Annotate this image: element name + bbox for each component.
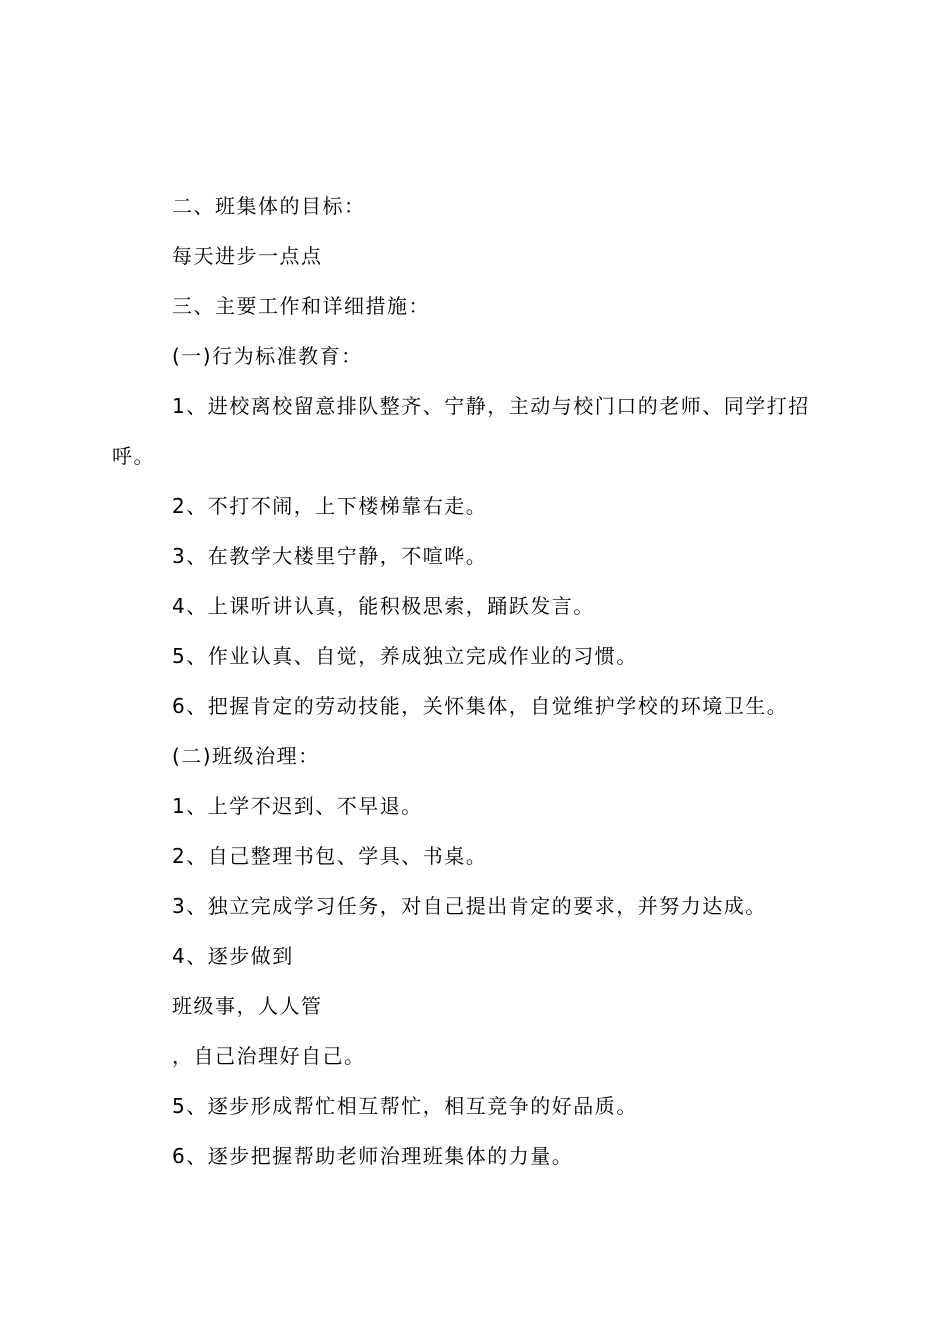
management-item-3: 3、独立完成学习任务，对自己提出肯定的要求，并努力达成。 — [172, 894, 767, 918]
behavior-item-4: 4、上课听讲认真，能积极思索，踊跃发言。 — [172, 594, 595, 618]
management-item-4-continuation: ，自己治理好自己。 — [172, 1044, 366, 1068]
behavior-item-3: 3、在教学大楼里宁静，不喧哗。 — [172, 544, 488, 568]
section-heading-goal: 二、班集体的目标： — [172, 194, 366, 218]
behavior-item-5: 5、作业认真、自觉，养成独立完成作业的习惯。 — [172, 644, 638, 668]
management-item-4: 4、逐步做到 — [172, 944, 294, 968]
subsection-heading-management: (二)班级治理： — [172, 744, 320, 768]
management-item-6: 6、逐步把握帮助老师治理班集体的力量。 — [172, 1144, 574, 1168]
section-heading-work: 三、主要工作和详细措施： — [172, 294, 430, 318]
behavior-item-2: 2、不打不闹，上下楼梯靠右走。 — [172, 494, 488, 518]
management-item-4-quote: 班级事，人人管 — [172, 994, 323, 1018]
management-item-5: 5、逐步形成帮忙相互帮忙，相互竞争的好品质。 — [172, 1094, 638, 1118]
goal-text: 每天进步一点点 — [172, 244, 323, 268]
behavior-item-1: 1、进校离校留意排队整齐、宁静，主动与校门口的老师、同学打招 — [172, 394, 810, 418]
subsection-heading-behavior: (一)行为标准教育： — [172, 344, 363, 368]
management-item-2: 2、自己整理书包、学具、书桌。 — [172, 844, 488, 868]
behavior-item-1-continuation: 呼。 — [112, 444, 155, 468]
management-item-1: 1、上学不迟到、不早退。 — [172, 794, 423, 818]
behavior-item-6: 6、把握肯定的劳动技能，关怀集体，自觉维护学校的环境卫生。 — [172, 694, 789, 718]
